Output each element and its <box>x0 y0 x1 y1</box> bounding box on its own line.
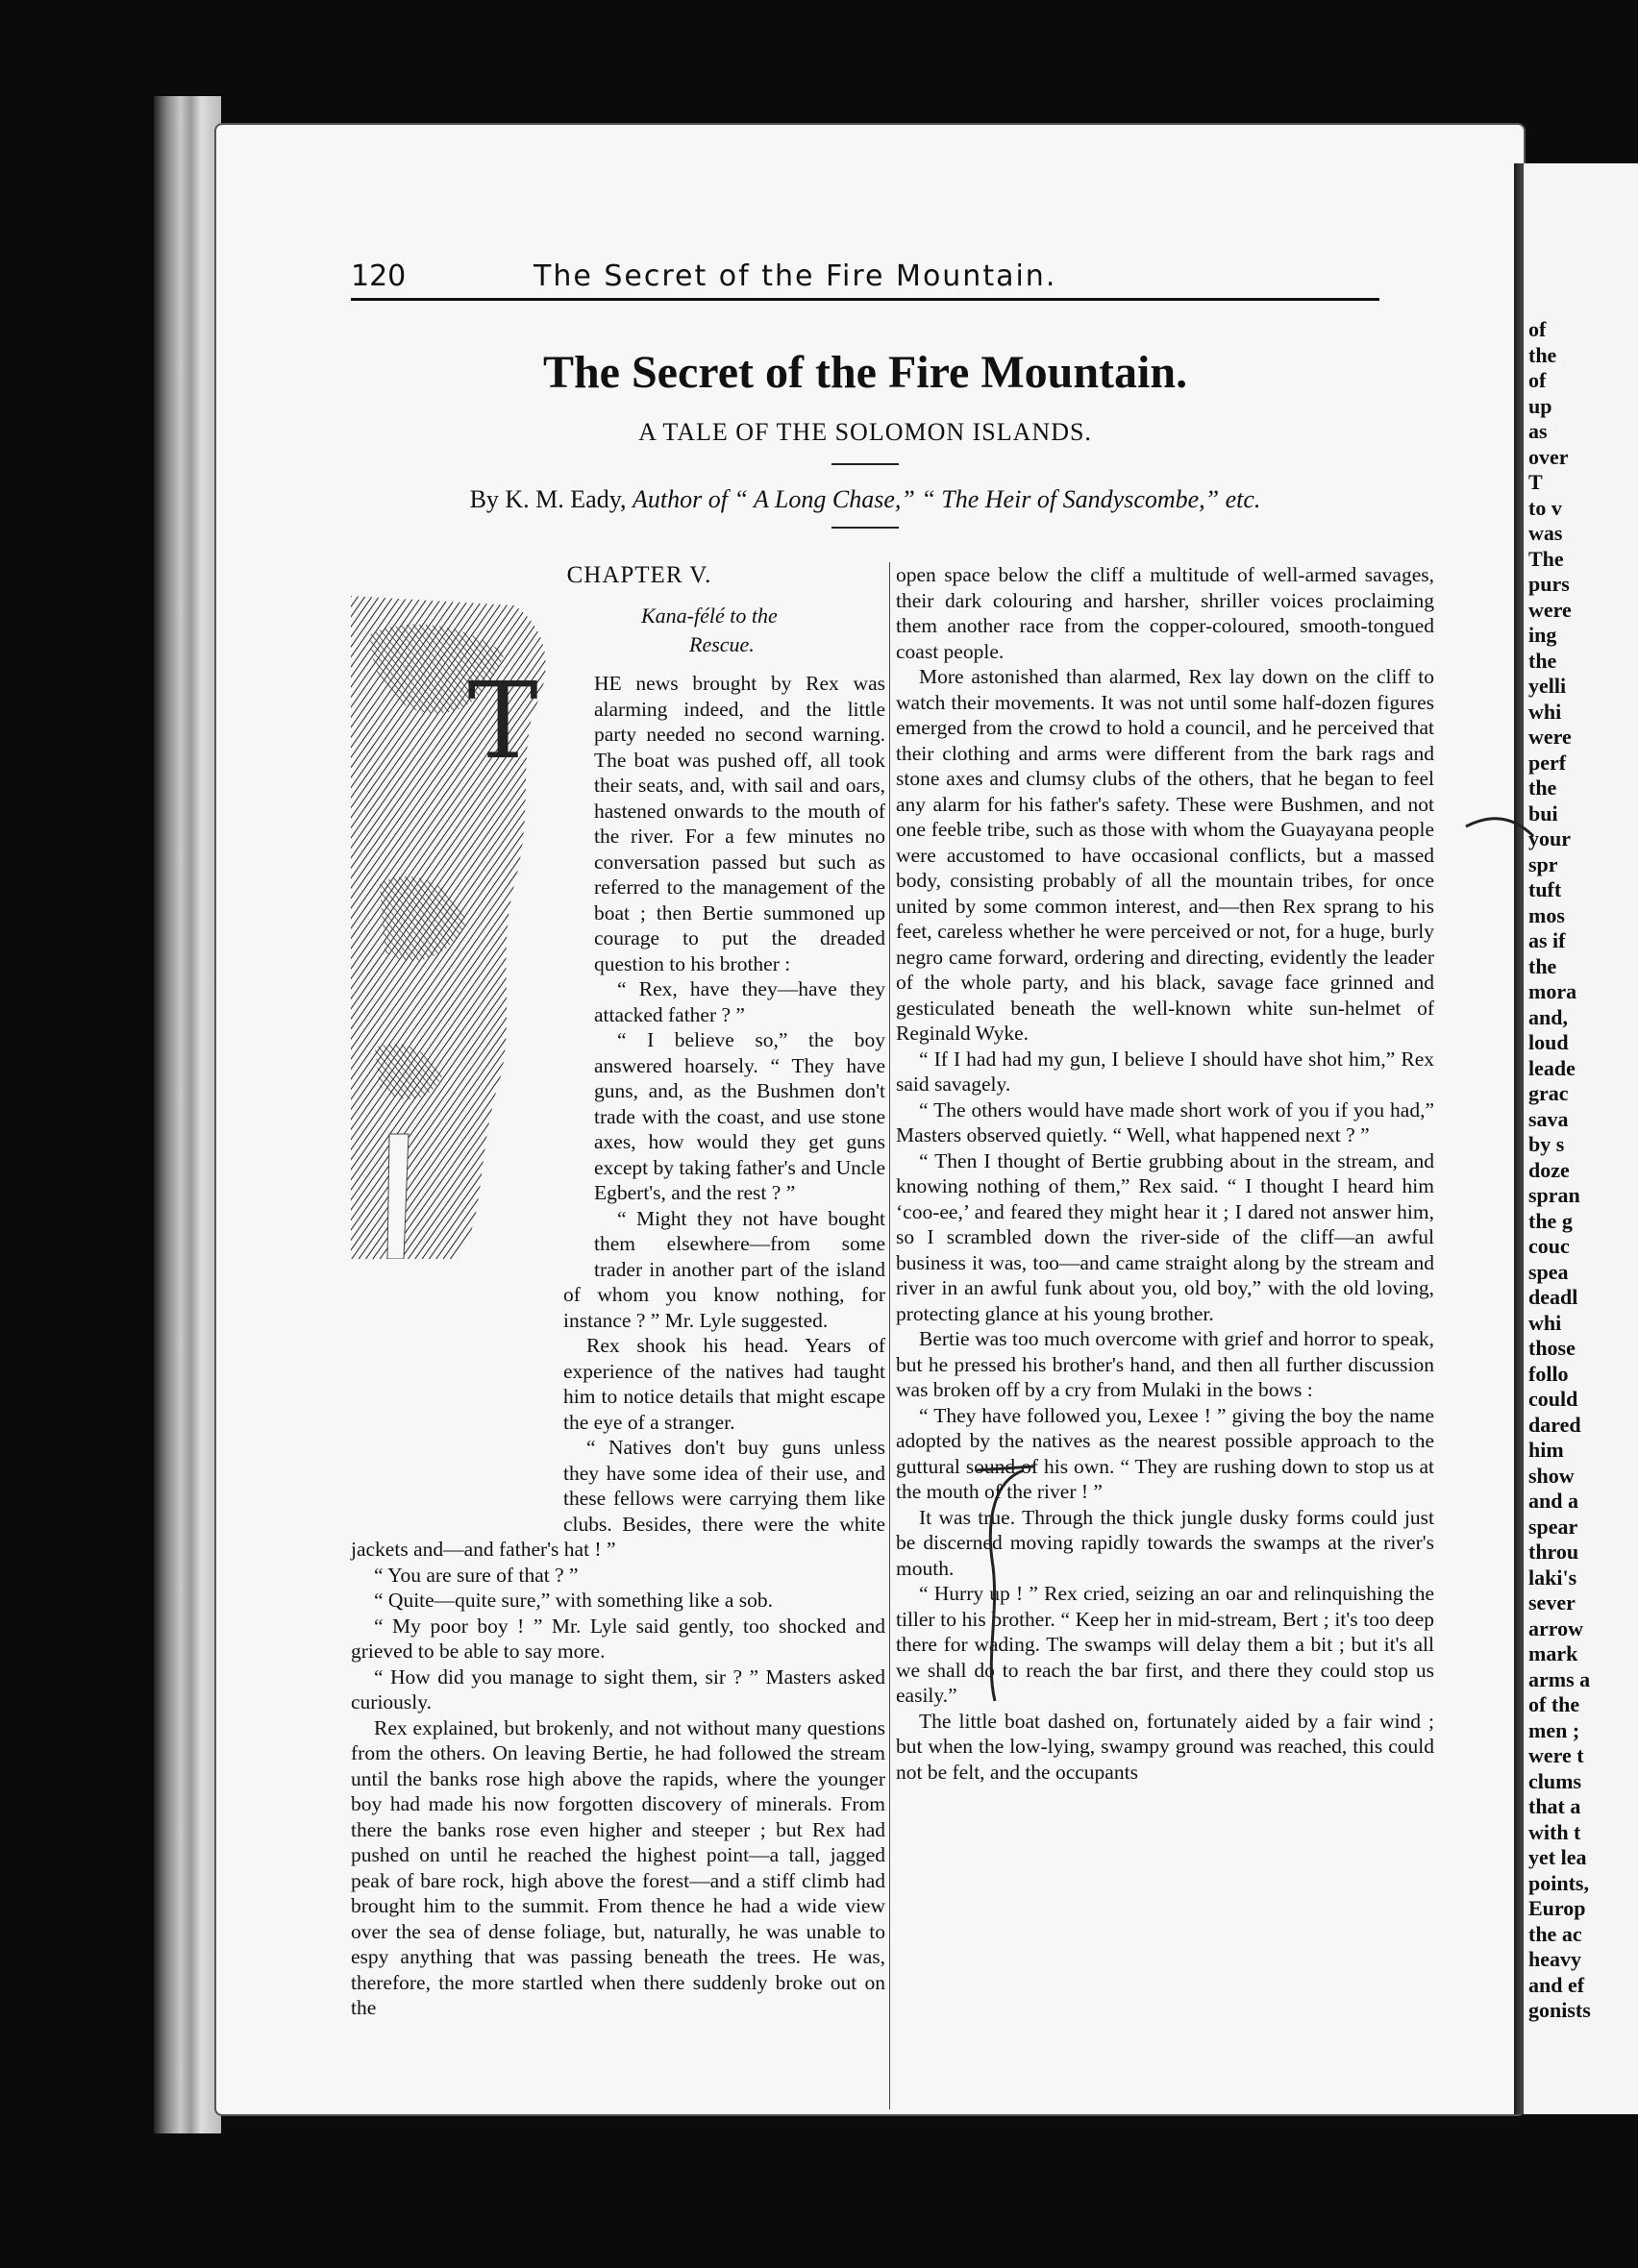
next-page-line: was <box>1528 521 1563 545</box>
right-column-paragraph: It was true. Through the thick jungle dusky forms could just be discerned moving rapidly towards the swamps at the river's mouth. <box>896 1505 1434 1580</box>
next-page-line: whi <box>1528 1310 1562 1335</box>
next-page-line: with t <box>1528 1819 1581 1844</box>
article-title: The Secret of the Fire Mountain. <box>542 347 1188 398</box>
pencil-margin-mark <box>1461 807 1538 846</box>
left-column-paragraph: “ You are sure of that ? ” <box>374 1563 579 1587</box>
chapter-subtitle-line-1: Kana-félé to the <box>641 604 778 628</box>
next-page-line: were <box>1528 597 1572 622</box>
next-page-line: bui <box>1528 801 1558 826</box>
left-column-paragraph: “ My poor boy ! ” Mr. Lyle said gently, too shocked and grieved to be able to say more. <box>351 1614 885 1663</box>
next-page-line: dared <box>1528 1412 1581 1437</box>
next-page-line: spea <box>1528 1259 1569 1284</box>
right-column-paragraph: “ Hurry up ! ” Rex cried, seizing an oar and relinquishing the tiller to his brother. “ Keep her in mid-stream, Bert ; it's too deep there for wading. The swamps will delay them a bit ; but it's all we shall do to reach the bar first, and there they could stop us easily.” <box>896 1582 1434 1707</box>
next-page-line: your <box>1528 826 1571 850</box>
next-page-line: yelli <box>1528 674 1567 698</box>
right-column-paragraph: Bertie was too much overcome with grief and horror to speak, but he pressed his brother's hand, and then all further discussion was broken off by a cry from Mulaki in the bows : <box>896 1327 1434 1401</box>
next-page-line: by s <box>1528 1132 1565 1156</box>
next-page-line: heavy <box>1528 1947 1581 1971</box>
chapter-heading: CHAPTER V. <box>566 562 712 588</box>
column-divider <box>889 562 890 2109</box>
title-divider <box>831 463 899 465</box>
next-page-line: Europ <box>1528 1896 1586 1920</box>
next-page-line: and a <box>1528 1489 1578 1513</box>
header-rule <box>351 298 1379 301</box>
next-page-line: the <box>1528 648 1557 673</box>
next-page-line: mark <box>1528 1641 1578 1665</box>
next-page-line: up <box>1528 393 1552 418</box>
next-page-line: loud <box>1528 1030 1569 1054</box>
next-page-line: the g <box>1528 1208 1573 1233</box>
next-page-text <box>1528 317 1591 2024</box>
next-page-line: points, <box>1528 1870 1589 1895</box>
next-page-line: were <box>1528 725 1572 749</box>
next-page-line: the <box>1528 776 1557 800</box>
page <box>216 125 1524 2114</box>
next-page-line: could <box>1528 1387 1578 1411</box>
next-page-line: were t <box>1528 1743 1584 1767</box>
next-page-line: arms a <box>1528 1666 1591 1691</box>
next-page-line: yet lea <box>1528 1845 1587 1869</box>
left-column-paragraph: “ How did you manage to sight them, sir ? ” Masters asked curiously. <box>351 1664 885 1713</box>
next-page-line: and ef <box>1528 1972 1585 1997</box>
next-page-line: whi <box>1528 699 1562 724</box>
next-page-line: to v <box>1528 495 1562 520</box>
next-page-line: show <box>1528 1463 1575 1488</box>
next-page-line: T <box>1528 470 1543 494</box>
next-page-line: The <box>1528 546 1564 571</box>
next-page-line: of <box>1528 317 1547 341</box>
book-spine <box>154 96 221 2133</box>
right-column-paragraph: “ Then I thought of Bertie grubbing about in the stream, and knowing nothing of them,” Rex said. “ I thought I heard him ‘coo-ee,’ and feared they might hear it ; I dared not answer him, so I scrambled down the river-side of the cliff—an awful business it was, too—and came straight along by the stream and river in an awful funk about you, old boy,” with the old loving, protecting glance at his young brother. <box>896 1148 1434 1325</box>
running-title: The Secret of the Fire Mountain. <box>534 259 1057 293</box>
chapter-subtitle-line-2: Rescue. <box>689 632 755 656</box>
left-column <box>351 671 885 2021</box>
left-column-paragraph: “ I believe so,” the boy answered hoarsely. “ They have guns, and, as the Bushmen don't trade with the coast, and use stone axes, how would they get guns except by taking father's and Uncle Egbert's, and the rest ? ” <box>594 1028 885 1204</box>
right-column-paragraph: open space below the cliff a multitude of well-armed savages, their dark colouring and harsher, shriller voices proclaiming them another race from the copper-coloured, smooth-tongued coast people. <box>896 563 1434 663</box>
byline-author: By K. M. Eady, <box>469 485 627 513</box>
next-page-line: over <box>1528 444 1569 469</box>
article-subtitle: A TALE OF THE SOLOMON ISLANDS. <box>638 418 1092 446</box>
left-column-paragraph: “ Quite—quite sure,” with something like a sob. <box>374 1589 773 1612</box>
next-page-line: grac <box>1528 1081 1569 1105</box>
next-page-line: as if <box>1528 928 1566 952</box>
next-page-line: spr <box>1528 851 1558 876</box>
next-page-line: sever <box>1528 1590 1576 1615</box>
next-page-line: the <box>1528 342 1557 367</box>
left-column-paragraph: Rex shook his head. Years of experience of the natives had taught him to notice details that might escape the eye of a stranger. <box>563 1334 885 1434</box>
next-page-line: men ; <box>1528 1717 1580 1742</box>
next-page-line: perf <box>1528 750 1567 775</box>
left-column-paragraph: “ Might they not have bought them elsewhere—from some trader in another part of the island of whom you know nothing, for instance ? ” Mr. Lyle suggested. <box>563 1206 885 1332</box>
drop-cap: T <box>467 659 538 782</box>
page-number: 120 <box>351 259 407 293</box>
next-page-line: ing <box>1528 623 1557 647</box>
left-column-paragraph: Rex explained, but brokenly, and not without many questions from the others. On leaving Bertie, he had followed the stream until the banks rose high above the rapids, where the younger boy had made his now forgotten discovery of minerals. From there the banks rose even higher and steeper ; but Rex had pushed on until he reached the highest point—a tall, jagged peak of bare rock, high above the forest—and a stiff climb had brought him to the summit. From thence he had a wide view over the sea of dense foliage, but, naturally, he was unable to espy anything that was passing beneath the trees. He was, therefore, the more startled when there suddenly broke out on the <box>351 1715 885 2019</box>
next-page-line: laki's <box>1528 1565 1577 1590</box>
next-page-line: of <box>1528 368 1547 392</box>
left-column-paragraph: “ Natives don't buy guns unless they have some idea of their use, and these fellows were carrying them like clubs. Besides, there were the white jackets and—and father's hat ! ” <box>351 1436 885 1561</box>
right-column-paragraph: More astonished than alarmed, Rex lay down on the cliff to watch their movements. It was not until some half-dozen figures emerged from the crowd to hold a council, and he perceived that their clothing and arms were different from the bark rags and stone axes and clumsy clubs of the others, that he began to feel any alarm for his father's safety. These were Bushmen, and not one feeble tribe, such as those with whom the Guayayana people were accustomed to have occasional conflicts, but a massed body, consisting probably of all the mountain tribes, for once united by some common interest, and—then Rex sprang to his feet, careless whether he were perceived or not, for a huge, burly negro came forward, ordering and directing, evidently the leader of the whole party, and his black, savage face grinned and gesticulated beneath the well-known white sun-helmet of Reginald Wyke. <box>896 665 1434 1045</box>
next-page-line: clums <box>1528 1768 1581 1793</box>
illustration-wrap-space-lower <box>351 1259 556 1514</box>
next-page-line: mora <box>1528 979 1577 1003</box>
next-page-line: purs <box>1528 572 1570 596</box>
chapter-subtitle <box>641 602 833 659</box>
illustration-wrap-space <box>351 671 586 1259</box>
right-column-paragraph: “ They have followed you, Lexee ! ” giving the boy the name adopted by the natives as the nearest possible approach to the guttural sound of his own. “ They are rushing down to stop us at the mouth of the river ! ” <box>896 1403 1434 1503</box>
next-page-line: and, <box>1528 1004 1568 1029</box>
next-page-line: mos <box>1528 902 1565 927</box>
right-column-paragraph: “ If I had had my gun, I believe I should have shot him,” Rex said savagely. <box>896 1047 1434 1096</box>
next-page-line: throu <box>1528 1540 1579 1564</box>
right-column-paragraph: The little boat dashed on, fortunately aided by a fair wind ; but when the low-lying, swampy ground was reached, this could not be felt, and the occupants <box>896 1709 1434 1784</box>
next-page-line: him <box>1528 1438 1564 1462</box>
right-column-paragraph: “ The others would have made short work of you if you had,” Masters observed quietly. “ Well, what happened next ? ” <box>896 1097 1434 1146</box>
next-page-line: the ac <box>1528 1921 1582 1946</box>
next-page-line: those <box>1528 1336 1576 1360</box>
left-column-paragraph: “ Rex, have they—have they attacked father ? ” <box>594 977 885 1026</box>
next-page-line: that a <box>1528 1794 1581 1818</box>
next-page-line: tuft <box>1528 877 1562 901</box>
next-page-line: as <box>1528 419 1548 443</box>
next-page-line: arrow <box>1528 1615 1584 1640</box>
byline <box>351 485 1379 514</box>
next-page-line: gonists <box>1528 1998 1591 2022</box>
next-page-line: the <box>1528 953 1557 978</box>
next-page-line: spear <box>1528 1514 1578 1539</box>
running-header <box>351 259 1389 298</box>
next-page-line: doze <box>1528 1157 1570 1182</box>
next-page-line: leade <box>1528 1055 1576 1080</box>
pencil-mark <box>966 1461 1043 1711</box>
byline-works: Author of “ A Long Chase,” “ The Heir of Sandyscombe,” etc. <box>633 485 1261 513</box>
next-page-line: sava <box>1528 1106 1569 1131</box>
next-page-line: of the <box>1528 1692 1580 1716</box>
next-page-line: deadl <box>1528 1285 1578 1309</box>
left-column-paragraph: HE news brought by Rex was alarming indeed, and the little party needed no second warning. The boat was pushed off, all took their seats, and, with sail and oars, hastened onwards to the mouth of the river. For a few minutes no conversation passed but such as referred to the management of the boat ; then Bertie summoned up courage to put the dreaded question to his brother : <box>594 672 885 975</box>
next-page-line: couc <box>1528 1234 1570 1258</box>
byline-divider <box>831 527 899 529</box>
next-page-line: spran <box>1528 1183 1580 1207</box>
next-page-line: follo <box>1528 1361 1569 1386</box>
